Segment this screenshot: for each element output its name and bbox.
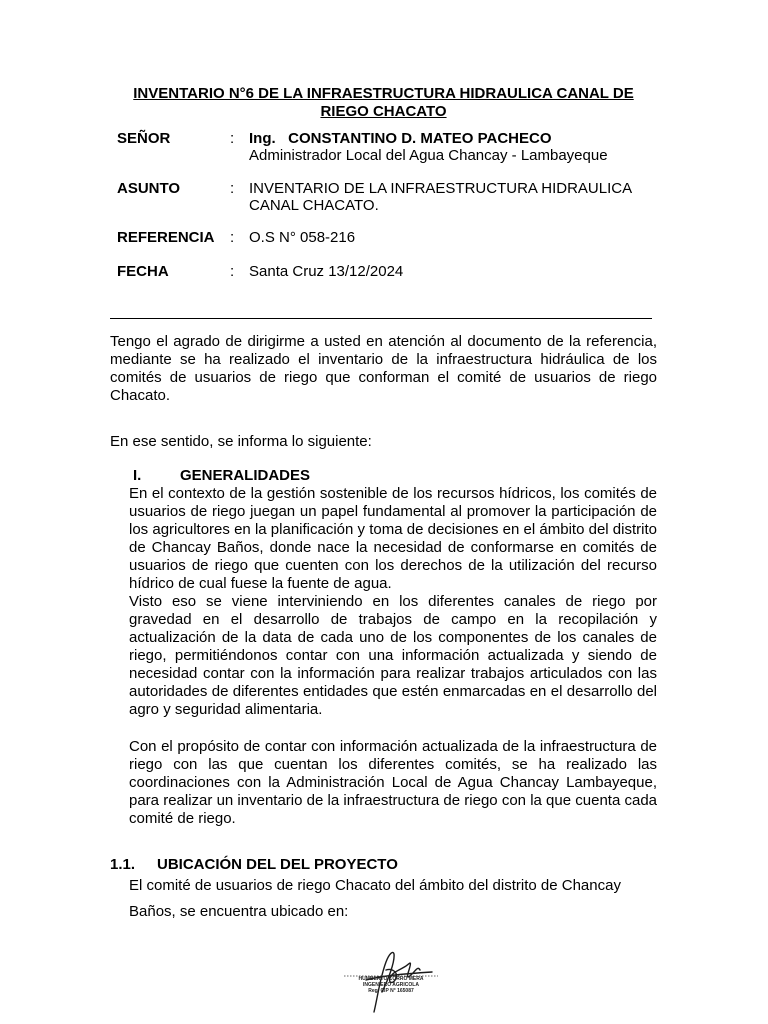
referencia-label: REFERENCIA (117, 229, 215, 246)
intro-paragraph: Tengo el agrado de dirigirme a usted en atención al documento de la referencia, mediante se ha realizado el inventario de la infraestructura hidráulica de los comités de usuarios de riego que conforman el comité de usuarios de riego Chacato. (110, 333, 657, 404)
senor-role: Administrador Local del Agua Chancay - Lambayeque (249, 147, 608, 164)
section-1-1-number: 1.1. (110, 856, 136, 873)
generalidades-paragraph-1: En el contexto de la gestión sostenible de los recursos hídricos, los comités de usuarios de riego juegan un papel fundamental al promover la participación de los agricultores en la planificación y toma de decisiones en el ámbito del distrito de Chancay Baños, donde nace la necesidad de conformarse en comités de usuarios de riego que cuenten con los derechos de la utilización del recurso hídrico de cual fuese la fuente de agua. (129, 485, 657, 592)
generalidades-paragraph-2: Visto eso se viene interviniendo en los diferentes canales de riego por gravedad en el desarrollo de trabajos de campo en la recopilación y actualización de la data de cada uno de los componentes de los canales de riego, permitiéndonos contar con una información actualizada y siendo de necesidad contar con la información para realizar trabajos articulados con las autoridades de diferentes entidades que estén enmarcadas en el desarrollo del agro y seguridad alimentaria. (129, 593, 657, 718)
signature-stamp (336, 940, 446, 1020)
senor-colon: : (230, 130, 235, 147)
ubicacion-line-1: El comité de usuarios de riego Chacato del ámbito del distrito de Chancay (129, 877, 621, 894)
generalidades-paragraph-3: Con el propósito de contar con información actualizada de la infraestructura de riego con las que cuentan los diferentes comités, se ha realizado las coordinaciones con la Administración Local de Agua Chancay Lambayeque, para realizar un inventario de la infraestructura de riego con la que cuenta cada comité de riego. (129, 738, 657, 827)
section-1-1-title: UBICACIÓN DEL DEL PROYECTO (157, 856, 398, 873)
header-divider (110, 318, 652, 319)
referencia-colon: : (230, 229, 235, 246)
ubicacion-line-2: Baños, se encuentra ubicado en: (129, 903, 349, 920)
asunto-colon: : (230, 180, 235, 197)
stamp-title: INGENIERO AGRICOLA (363, 982, 419, 988)
senor-label: SEÑOR (117, 130, 171, 147)
stamp-name: HUMBERTO CORRO MERA (358, 976, 424, 982)
fecha-colon: : (230, 263, 235, 280)
stamp-registration: Reg. CIP N° 165087 (368, 988, 414, 994)
fecha-label: FECHA (117, 263, 169, 280)
document-title: INVENTARIO N°6 DE LA INFRAESTRUCTURA HIDRAULICA CANAL DE RIEGO CHACATO (133, 85, 634, 120)
referencia-value: O.S N° 058-216 (249, 229, 356, 246)
section-1-number: I. (133, 467, 142, 484)
asunto-value: INVENTARIO DE LA INFRAESTRUCTURA HIDRAULICA CANAL CHACATO. (249, 180, 632, 214)
senor-name: Ing. CONSTANTINO D. MATEO PACHECO (249, 130, 552, 147)
asunto-label: ASUNTO (117, 180, 181, 197)
lead-paragraph: En ese sentido, se informa lo siguiente: (110, 433, 372, 450)
fecha-value: Santa Cruz 13/12/2024 (249, 263, 404, 280)
section-1-title: GENERALIDADES (180, 467, 311, 484)
